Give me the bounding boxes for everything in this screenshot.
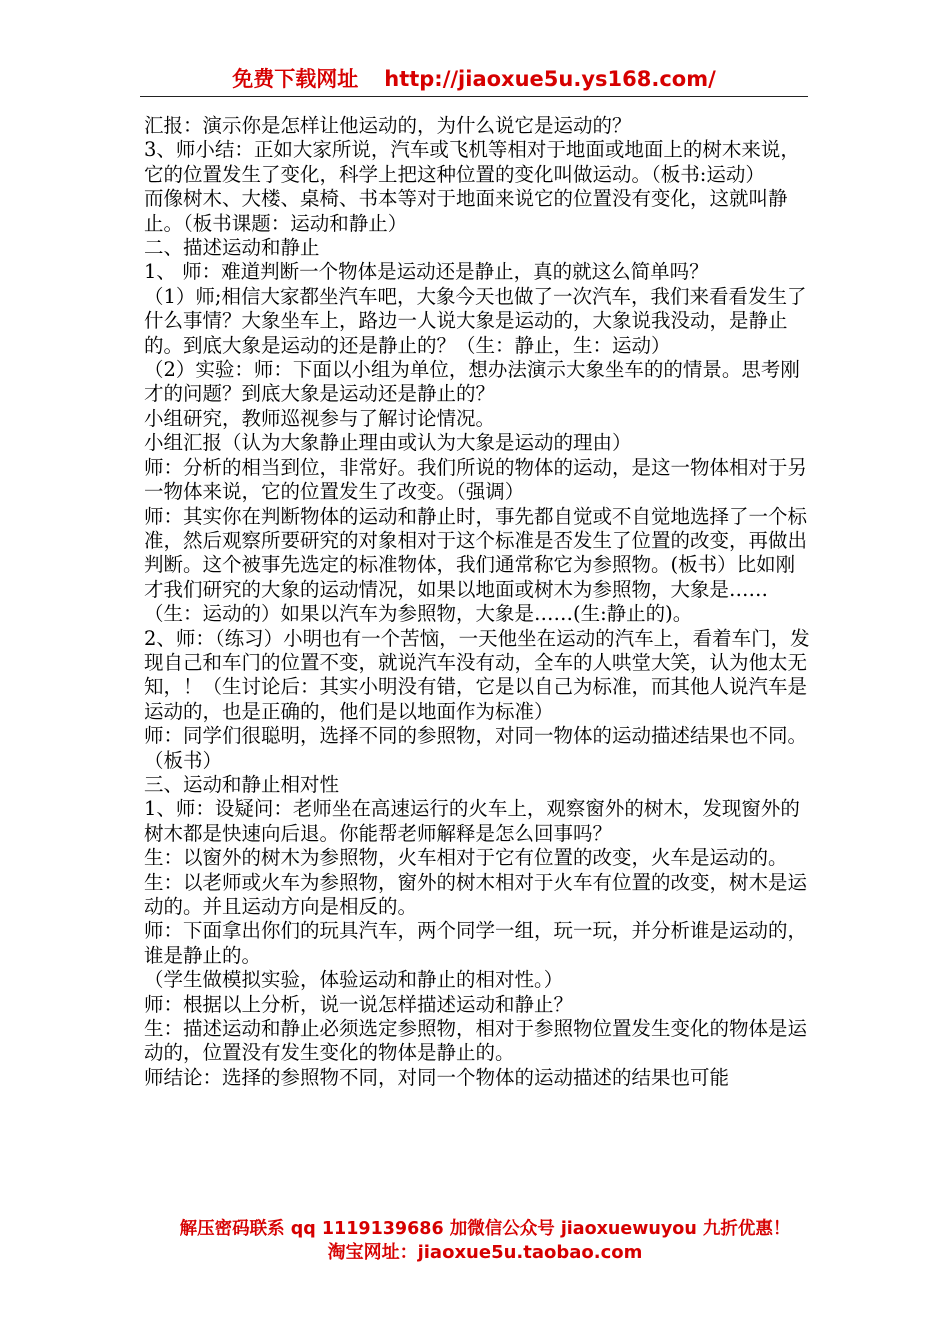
paragraph: 师：其实你在判断物体的运动和静止时，事先都自觉或不自觉地选择了一个标准，然后观察所要研究的对象相对于这个标准是否发生了位置的改变，再做出判断。这个被事先选定的标准物体，我们通常称它为参照物。(板书）比如刚才我们研究的大象的运动情况，如果以地面或树木为参照物，大象是……（生：运动的）如果以汽车为参照物，大象是……(生:静止的)。 — [144, 504, 808, 626]
page-header — [140, 62, 808, 97]
paragraph: 汇报：演示你是怎样让他运动的，为什么说它是运动的？ — [144, 114, 632, 137]
paragraph: 师：同学们很聪明，选择不同的参照物，对同一物体的运动描述结果也不同。（板书） — [144, 724, 808, 772]
footer-contact-line: 解压密码联系 qq 1119139686 加微信公众号 jiaoxuewuyou 九折优惠！ — [179, 1219, 791, 1239]
section-heading: 二、描述运动和静止 — [144, 236, 320, 260]
paragraph: 1、师：设疑问：老师坐在高速运行的火车上，观察窗外的树木，发现窗外的树木都是快速向后退。你能帮老师解释是怎么回事吗？ — [144, 797, 800, 845]
header-label: 免费下载网址 — [232, 67, 359, 91]
paragraph: （2）实验：师：下面以小组为单位，想办法演示大象坐车的的情景。思考刚才的问题？到底大象是运动还是静止的？ — [144, 358, 800, 406]
paragraph: 小组汇报（认为大象静止理由或认为大象是运动的理由） — [144, 431, 632, 455]
document-body — [144, 114, 810, 1090]
paragraph: 师：根据以上分析，说一说怎样描述运动和静止？ — [144, 992, 574, 1016]
paragraph: 2、师：（练习）小明也有一个苦恼，一天他坐在运动的汽车上，看着车门，发现自己和车门的位置不变，就说汽车没有动，全车的人哄堂大笑，认为他太无知，！（生讨论后：其实小明没有错，它是以自己为标准，而其他人说汽车是运动的，也是正确的，他们是以地面作为标准） — [144, 626, 810, 723]
paragraph: 生：以老师或火车为参照物，窗外的树木相对于火车有位置的改变，树木是运动的。并且运动方向是相反的。 — [144, 870, 808, 918]
paragraph: 师：分析的相当到位，非常好。我们所说的物体的运动，是这一物体相对于另一物体来说，它的位置发生了改变。（强调） — [144, 455, 808, 504]
paragraph: 师结论：选择的参照物不同，对同一个物体的运动描述的结果也可能 — [144, 1065, 730, 1089]
header-url[interactable]: http://jiaoxue5u.ys168.com/ — [384, 67, 716, 91]
paragraph: 生：描述运动和静止必须选定参照物，相对于参照物位置发生变化的物体是运动的，位置没有发生变化的物体是静止的。 — [144, 1017, 808, 1065]
paragraph: 1、 师：难道判断一个物体是运动还是静止，真的就这么简单吗？ — [144, 260, 709, 284]
paragraph: 而像树木、大楼、桌椅、书本等对于地面来说它的位置没有变化，这就叫静止。（板书课题：运动和静止） — [144, 187, 788, 235]
paragraph: （学生做模拟实验，体验运动和静止的相对性。） — [144, 968, 564, 992]
paragraph: （1）师;相信大家都坐汽车吧，大象今天也做了一次汽车，我们来看看发生了什么事情？大象坐车上，路边一人说大象是运动的，大象说我没动，是静止的。到底大象是运动的还是静止的？（生：静止，生：运动） — [144, 284, 807, 357]
paragraph: 师：下面拿出你们的玩具汽车，两个同学一组，玩一玩，并分析谁是运动的，谁是静止的。 — [144, 919, 808, 967]
paragraph: 3、师小结：正如大家所说，汽车或飞机等相对于地面或地面上的树木来说，它的位置发生了变化，科学上把这种位置的变化叫做运动。（板书:运动） — [144, 138, 800, 186]
paragraph: 生：以窗外的树木为参照物，火车相对于它有位置的改变，火车是运动的。 — [144, 846, 788, 870]
section-heading: 三、运动和静止相对性 — [144, 772, 340, 796]
footer-taobao-link[interactable]: 淘宝网址：jiaoxue5u.taobao.com — [327, 1242, 643, 1263]
page-footer — [140, 1217, 830, 1265]
paragraph: 小组研究，教师巡视参与了解讨论情况。 — [144, 406, 496, 430]
